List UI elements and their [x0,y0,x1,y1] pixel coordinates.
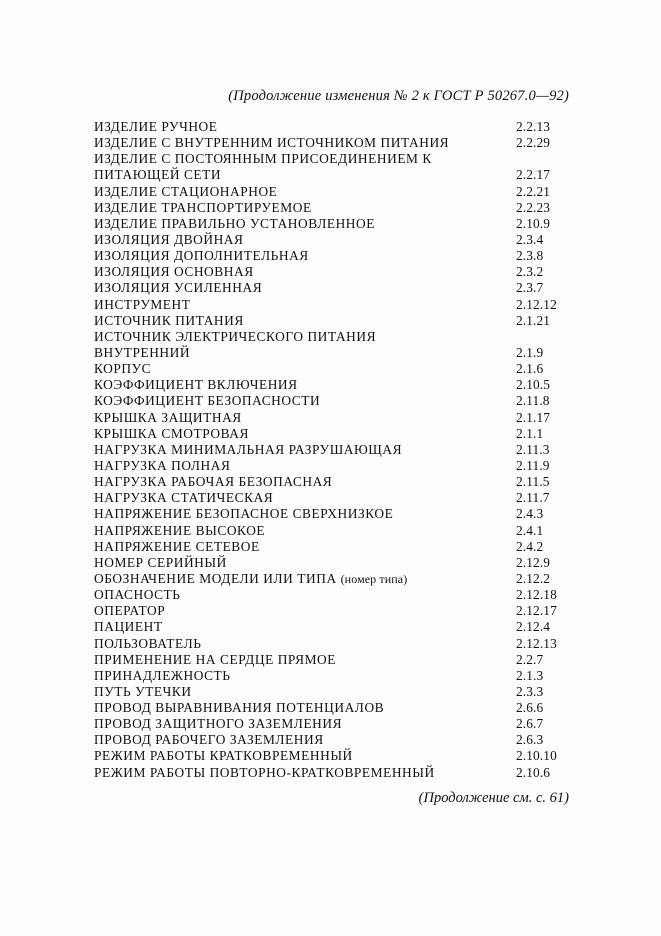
index-term [94,490,273,506]
index-entry [94,410,574,426]
index-term [94,700,384,716]
index-term [94,232,244,248]
index-clause-ref: 2.2.17 [516,167,551,183]
index-clause-ref: 2.1.17 [516,409,551,425]
index-term [94,167,221,183]
index-term-text: ПРОВОД РАБОЧЕГО ЗАЗЕМЛЕНИЯ [94,732,324,748]
index-term-text: НАГРУЗКА ПОЛНАЯ [94,457,231,473]
index-term-text: ИЗОЛЯЦИЯ УСИЛЕННАЯ [94,280,263,296]
index-term-text: ИНСТРУМЕНТ [94,296,191,312]
index-clause-ref: 2.12.13 [516,635,557,651]
index-term-text: КОРПУС [94,361,152,377]
index-entry [94,587,574,603]
index-entry [94,135,574,151]
index-term-text: КОЭФФИЦИЕНТ БЕЗОПАСНОСТИ [94,393,321,409]
index-clause-ref: 2.1.3 [516,667,544,683]
index-clause-ref: 2.2.7 [516,651,544,667]
index-term-text: НОМЕР СЕРИЙНЫЙ [94,554,227,570]
index-term-text: ИЗОЛЯЦИЯ ДОПОЛНИТЕЛЬНАЯ [94,248,309,264]
index-term [94,442,402,458]
index-term [94,732,324,748]
index-entry [94,280,574,296]
index-term [94,668,231,684]
index-entry [94,297,574,313]
index-clause-ref: 2.3.3 [516,683,544,699]
index-term-text: НАПРЯЖЕНИЕ СЕТЕВОЕ [94,538,260,554]
index-entry [94,426,574,442]
index-term-text: ИСТОЧНИК ПИТАНИЯ [94,312,244,328]
index-clause-ref: 2.10.5 [516,377,551,393]
index-term [94,458,230,474]
index-entry [94,684,574,700]
index-clause-ref: 2.10.10 [516,748,557,764]
index-entry [94,523,574,539]
index-term-text: ПРОВОД ВЫРАВНИВАНИЯ ПОТЕНЦИАЛОВ [94,700,385,716]
index-term [94,345,190,361]
index-entry [94,732,574,748]
index-term-text: ПУТЬ УТЕЧКИ [94,683,192,699]
index-term [94,748,353,764]
index-clause-ref: 2.3.8 [516,248,544,264]
index-term [94,264,254,280]
index-entry [94,539,574,555]
index-entry [94,700,574,716]
index-entry [94,652,574,668]
index-term [94,151,432,167]
index-term [94,506,393,522]
terms-index-list [94,119,574,781]
index-term-text: НАГРУЗКА РАБОЧАЯ БЕЗОПАСНАЯ [94,474,333,490]
index-entry [94,393,574,409]
index-clause-ref: 2.12.18 [516,587,557,603]
index-term-text: ИЗОЛЯЦИЯ ДВОЙНАЯ [94,231,244,247]
index-term-text: ИЗОЛЯЦИЯ ОСНОВНАЯ [94,264,254,280]
index-term-text: ОПЕРАТОР [94,603,166,619]
index-entry [94,748,574,764]
index-term [94,474,332,490]
index-clause-ref: 2.2.21 [516,183,551,199]
index-clause-ref: 2.3.4 [516,231,544,247]
index-clause-ref: 2.11.5 [516,474,550,490]
index-clause-ref: 2.1.1 [516,425,544,441]
index-clause-ref: 2.2.29 [516,135,551,151]
index-term-text: ПИТАЮЩЕЙ СЕТИ [94,167,222,183]
index-term-text: ИЗДЕЛИЕ ТРАНСПОРТИРУЕМОЕ [94,199,312,215]
index-term-note: (номер типа) [340,571,408,586]
index-entry [94,216,574,232]
index-term [94,135,449,151]
index-term [94,280,262,296]
index-clause-ref: 2.12.12 [516,296,557,312]
index-term [94,555,227,571]
index-term [94,619,163,635]
index-term-text: ПРИНАДЛЕЖНОСТЬ [94,667,231,683]
index-term [94,587,181,603]
index-entry [94,361,574,377]
index-term [94,426,249,442]
index-term-text: ПОЛЬЗОВАТЕЛЬ [94,635,202,651]
index-entry [94,119,574,135]
index-term [94,393,320,409]
index-term-text: РЕЖИМ РАБОТЫ КРАТКОВРЕМЕННЫЙ [94,748,353,764]
index-term [94,410,242,426]
index-entry [94,765,574,781]
index-entry [94,603,574,619]
index-term-text: ПРИМЕНЕНИЕ НА СЕРДЦЕ ПРЯМОЕ [94,651,336,667]
index-clause-ref: 2.12.9 [516,554,551,570]
index-entry [94,636,574,652]
index-entry [94,442,574,458]
index-clause-ref: 2.10.6 [516,764,551,780]
index-entry [94,555,574,571]
index-entry [94,668,574,684]
index-clause-ref: 2.1.9 [516,344,544,360]
index-term [94,248,309,264]
index-clause-ref: 2.6.3 [516,732,544,748]
index-term [94,636,201,652]
index-term-text: ПАЦИЕНТ [94,619,163,635]
index-clause-ref: 2.11.9 [516,457,550,473]
index-term-text: НАПРЯЖЕНИЕ БЕЗОПАСНОЕ СВЕРХНИЗКОЕ [94,506,394,522]
index-term-text: ИЗДЕЛИЕ С ПОСТОЯННЫМ ПРИСОЕДИНЕНИЕМ К [94,151,432,167]
index-term [94,603,165,619]
index-term [94,716,342,732]
index-term-text: КОЭФФИЦИЕНТ ВКЛЮЧЕНИЯ [94,377,298,393]
index-entry [94,474,574,490]
index-clause-ref: 2.2.13 [516,119,551,134]
index-term-text: ИЗДЕЛИЕ СТАЦИОНАРНОЕ [94,183,278,199]
index-entry [94,716,574,732]
index-clause-ref: 2.3.2 [516,264,544,280]
index-clause-ref: 2.11.8 [516,393,550,409]
page-header: (Продолжение изменения № 2 к ГОСТ Р 50267.0—92) [228,88,569,104]
index-entry [94,458,574,474]
index-term-text: КРЫШКА ЗАЩИТНАЯ [94,409,242,425]
index-term [94,571,407,587]
index-entry [94,248,574,264]
index-term [94,119,218,135]
index-term [94,329,376,345]
index-term-text: ВНУТРЕННИЙ [94,344,191,360]
index-entry [94,167,574,183]
index-entry [94,377,574,393]
index-clause-ref: 2.12.17 [516,603,557,619]
index-term [94,313,244,329]
index-term [94,216,375,232]
index-entry [94,619,574,635]
index-clause-ref: 2.11.7 [516,490,550,506]
index-entry [94,184,574,200]
index-clause-ref: 2.4.2 [516,538,544,554]
index-term [94,652,336,668]
index-clause-ref: 2.2.23 [516,199,551,215]
index-term-text: НАПРЯЖЕНИЕ ВЫСОКОЕ [94,522,266,538]
index-term-text: ИСТОЧНИК ЭЛЕКТРИЧЕСКОГО ПИТАНИЯ [94,328,377,344]
index-term-text: НАГРУЗКА МИНИМАЛЬНАЯ РАЗРУШАЮЩАЯ [94,441,403,457]
index-entry [94,200,574,216]
index-clause-ref: 2.6.7 [516,716,544,732]
index-term [94,684,192,700]
index-term [94,523,265,539]
index-clause-ref: 2.11.3 [516,441,550,457]
index-term-text: КРЫШКА СМОТРОВАЯ [94,425,249,441]
index-clause-ref: 2.4.1 [516,522,544,538]
index-term-text: НАГРУЗКА СТАТИЧЕСКАЯ [94,490,274,506]
index-term-text: ПРОВОД ЗАЩИТНОГО ЗАЗЕМЛЕНИЯ [94,716,343,732]
index-clause-ref: 2.1.6 [516,361,544,377]
index-term [94,200,312,216]
index-clause-ref: 2.6.6 [516,700,544,716]
index-term-text: ИЗДЕЛИЕ С ВНУТРЕННИМ ИСТОЧНИКОМ ПИТАНИЯ [94,135,450,151]
index-term [94,765,435,781]
index-entry [94,490,574,506]
page-footer: (Продолжение см. с. 61) [418,790,569,806]
index-clause-ref: 2.12.2 [516,570,551,586]
index-term [94,361,151,377]
index-term [94,539,260,555]
index-entry [94,151,574,167]
index-clause-ref: 2.1.21 [516,312,551,328]
index-entry [94,571,574,587]
index-term [94,297,190,313]
index-clause-ref: 2.10.9 [516,215,551,231]
index-term-text: ОПАСНОСТЬ [94,587,181,603]
index-entry [94,232,574,248]
index-term [94,377,298,393]
index-entry [94,329,574,345]
index-entry [94,506,574,522]
index-clause-ref: 2.4.3 [516,506,544,522]
index-term-text: ИЗДЕЛИЕ РУЧНОЕ [94,119,218,134]
index-entry [94,264,574,280]
index-clause-ref: 2.12.4 [516,619,551,635]
index-term-text: РЕЖИМ РАБОТЫ ПОВТОРНО-КРАТКОВРЕМЕННЫЙ [94,764,435,780]
index-term-text: ОБОЗНАЧЕНИЕ МОДЕЛИ ИЛИ ТИПА [94,570,337,586]
index-entry [94,313,574,329]
index-term-text: ИЗДЕЛИЕ ПРАВИЛЬНО УСТАНОВЛЕННОЕ [94,215,375,231]
index-clause-ref: 2.3.7 [516,280,544,296]
index-entry [94,345,574,361]
index-term [94,184,277,200]
